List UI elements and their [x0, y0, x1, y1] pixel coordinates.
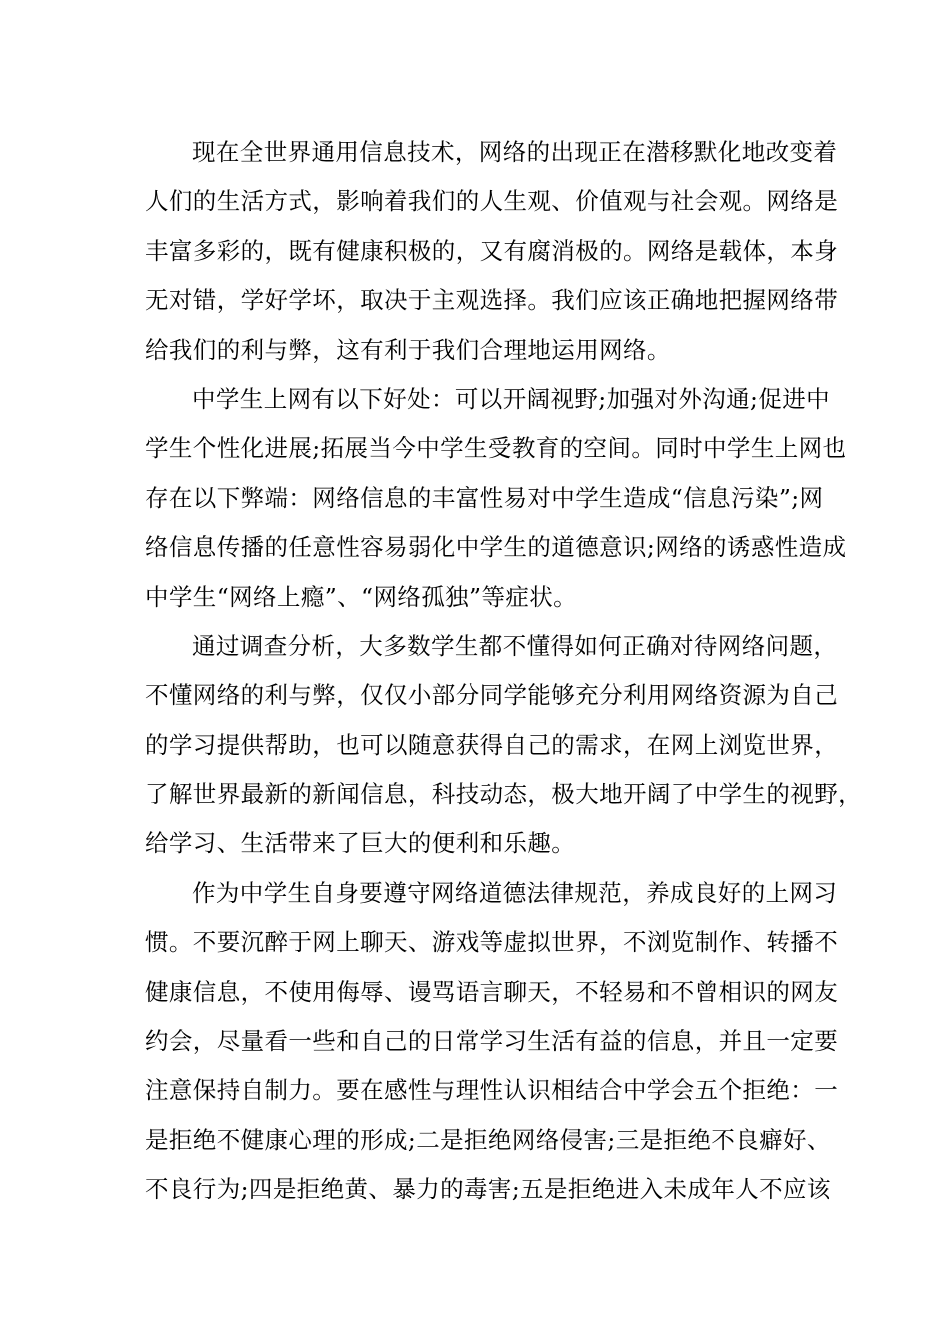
text-line: 存在以下弊端：网络信息的丰富性易对中学生造成“信息污染”;网: [145, 483, 824, 512]
text-line: 注意保持自制力。要在感性与理性认识相结合中学会五个拒绝：一: [145, 1076, 839, 1105]
text-line: 人们的生活方式，影响着我们的人生观、价值观与社会观。网络是: [145, 187, 839, 216]
text-line: 不懂网络的利与弊，仅仅小部分同学能够充分利用网络资源为自己: [145, 681, 839, 710]
text-line: 络信息传播的任意性容易弱化中学生的道德意识;网络的诱惑性造成: [145, 533, 847, 562]
paragraph-2: [145, 375, 847, 622]
text-line: 约会，尽量看一些和自己的日常学习生活有益的信息，并且一定要: [145, 1027, 839, 1056]
text-line: 惯。不要沉醉于网上聊天、游戏等虚拟世界，不浏览制作、转播不: [145, 928, 839, 957]
text-line: 健康信息，不使用侮辱、谩骂语言聊天，不轻易和不曾相识的网友: [145, 977, 839, 1006]
text-line: 是拒绝不健康心理的形成;二是拒绝网络侵害;三是拒绝不良癖好、: [145, 1125, 831, 1154]
text-line: 的学习提供帮助，也可以随意获得自己的需求，在网上浏览世界，: [145, 730, 839, 759]
text-line: 给学习、生活带来了巨大的便利和乐趣。: [145, 829, 576, 858]
paragraph-4: [145, 869, 839, 1215]
text-line: 中学生上网有以下好处：可以开阔视野;加强对外沟通;促进中: [192, 384, 831, 413]
text-line: 现在全世界通用信息技术，网络的出现正在潜移默化地改变着: [192, 138, 838, 166]
text-line: 给我们的利与弊，这有利于我们合理地运用网络。: [145, 335, 671, 364]
text-line: 丰富多彩的，既有健康积极的，又有腐消极的。网络是载体，本身: [145, 236, 839, 265]
text-line: 了解世界最新的新闻信息，科技动态，极大地开阔了中学生的视野，: [145, 780, 862, 809]
text-line: 无对错，学好学坏，取决于主观选择。我们应该正确地把握网络带: [145, 286, 839, 315]
paragraph-3: [145, 622, 862, 869]
text-line: 中学生“网络上瘾”、“网络孤独”等症状。: [145, 582, 578, 611]
text-line: 作为中学生自身要遵守网络道德法律规范，养成良好的上网习: [192, 878, 838, 907]
document-body: [145, 128, 862, 1215]
text-line: 通过调查分析，大多数学生都不懂得如何正确对待网络问题，: [192, 631, 838, 660]
text-line: 学生个性化进展;拓展当今中学生受教育的空间。同时中学生上网也: [145, 434, 847, 463]
text-line: 不良行为;四是拒绝黄、暴力的毒害;五是拒绝进入未成年人不应该: [145, 1175, 831, 1204]
paragraph-1: [145, 128, 839, 375]
